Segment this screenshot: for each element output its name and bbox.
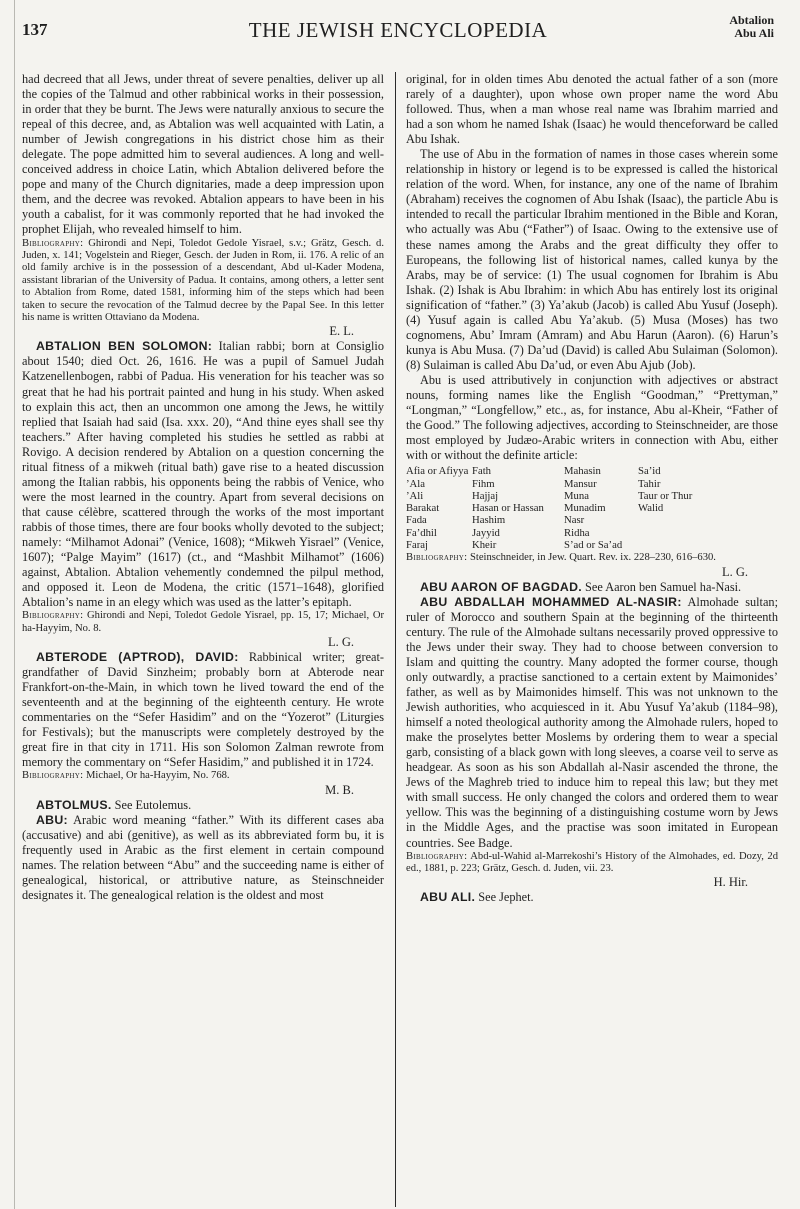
page-header	[22, 10, 774, 44]
entry-text: Almohade sultan; ruler of Morocco and southern Spain at the beginning of the thirteenth century. The rule of the Almohade sultans necessarily proved oppressive to the Jews under their sway. They had to choose between conversion to Islam and quitting the country. Many adopted the former course, though only outwardly, a practise sanctioned to a certain extent by Maimonides’ father, as well as by Maimonides himself. This was not unknown to the Jewish authorities, who acquiesced in it. Abu Yusuf Ya’akub (1184–98), himself a noted theological authority among the Almohade rulers, hoped to make the proselytes better Moslems by ordering them to wear a special garb, consisting of a black gown with long sleeves, a coarse veil to serve as headgear. As soon as his son Abdallah al-Nasir ascended the throne, the Jews of the Maghreb tried to induce him to repeal this law; but they met with small success. He only changed the colors and ordered them to wear yellow. This was the beginning of a distinguishing costume worn by Jews in the Middle Ages, and the practise was soon imitated in European countries. See Badge.	[406, 594, 778, 850]
bibliography-text: Steinschneider, in Jew. Quart. Rev. ix. 228–230, 616–630.	[467, 552, 716, 564]
article-abu	[22, 813, 384, 903]
bibliography-label: Bibliography:	[22, 610, 84, 622]
article-abtalion-ben-solomon	[22, 339, 384, 610]
page-edge-rule	[14, 0, 15, 1209]
adjective-cell: Kheir	[472, 539, 497, 551]
adjective-cell: Munadim	[564, 502, 606, 515]
entry-heading: ABU ABDALLAH MOHAMMED AL-NASIR:	[420, 594, 682, 609]
bibliography-label: Bibliography:	[22, 770, 84, 782]
bibliography-abu-abdallah	[406, 851, 778, 876]
adjective-cell: S’ad or Sa’ad	[564, 539, 623, 551]
entry-heading: ABU ALI.	[420, 890, 476, 905]
article-abu-continued: original, for in olden times Abu denoted the actual father of a son (more rarely of a daughter), upon whose own proper name the word Abu followed. Thus, when a man whose real name was Ibrahim married and had a son whom he named Ishak (Isaac) he would thenceforward be called Abu Ishak.	[406, 72, 778, 147]
bibliography-abu	[406, 552, 778, 564]
adjective-cell: Muna	[564, 489, 589, 502]
article-abu-ali	[406, 890, 778, 905]
cross-reference: See Aaron ben Samuel ha-Nasi.	[581, 579, 742, 594]
adjective-cell: Nasr	[564, 514, 585, 527]
entry-text: Arabic word meaning “father.” With its different cases aba (accusative) and abi (genitive), as well as its abbreviated form bu, it is frequently used in Arabic as the first element in certain compound names. The relation between “Abu” and the succeeding name is either of genealogical, historical, or attributive nature, as Steinschneider designates it. The genealogical relation is the oldest and most	[22, 812, 384, 903]
adjective-cell	[638, 539, 778, 551]
bibliography-text: Ghirondi and Nepi, Toledot Gedole Yisrael, pp. 15, 17; Michael, Or ha-Hayyim, No. 8.	[22, 610, 384, 634]
entry-heading: ABTERODE (APTROD), DAVID:	[36, 650, 239, 665]
author-signature: E. L.	[329, 324, 354, 339]
adjective-cell: Hashim	[472, 514, 506, 527]
author-signature: H. Hir.	[713, 875, 748, 890]
left-column	[22, 72, 384, 903]
article-abtalion-text: had decreed that all Jews, under threat of severe penalties, deliver up all the copies of the Talmud and other rabbinical works in their possession, in order that they be burnt. The Jews were naturally anxious to secure the repeal of this decree, and, as Abtalion was well acquainted with Latin, a number of Jewish congregations in his district chose him as their delegate. The pope admitted him to several audiences. A long and well-conceived address in choice Latin, which Abtalion delivered before the pope and many of the Church dignitaries, made a deep impression upon them, and the decree was revoked. Abtalion appears to have been in his youth a cabalist, for it was commonly reported that he had invoked the prophet Elijah, who revealed himself to him.	[22, 72, 384, 237]
article-abu-abdallah	[406, 595, 778, 851]
adjective-cell: Fada	[406, 514, 427, 527]
bibliography-label: Bibliography:	[406, 850, 468, 862]
article-abtolmus	[22, 798, 384, 813]
cross-reference: See Jephet.	[475, 890, 534, 905]
adjective-cell: Walid	[638, 502, 664, 515]
right-column	[406, 72, 778, 905]
cross-reference: See Eutolemus.	[111, 797, 192, 812]
adjective-cell: Sa’id	[638, 465, 661, 478]
article-abu-aaron	[406, 580, 778, 595]
adjective-cell: Tahir	[638, 477, 661, 490]
bibliography-abterode	[22, 770, 384, 782]
bibliography-abtalion-ben-solomon	[22, 610, 384, 635]
author-signature: L. G.	[327, 635, 354, 650]
adjective-cell: Jayyid	[472, 526, 500, 539]
author-signature: L. G.	[721, 564, 748, 579]
page-title: THE JEWISH ENCYCLOPEDIA	[248, 18, 548, 42]
adjective-cell: Fath	[472, 465, 492, 478]
bibliography-text: Michael, Or ha-Hayyim, No. 768.	[83, 770, 230, 782]
entry-heading: ABU:	[36, 812, 68, 827]
adjective-cell: Faraj	[406, 539, 428, 551]
entry-heading: ABTOLMUS.	[36, 797, 112, 812]
column-divider	[395, 72, 396, 1207]
article-abu-historical: The use of Abu in the formation of names in those cases wherein some relationship in history or legend is to be expressed is called the historical relation of the word. When, for instance, any one of the name of Ibrahim (Abraham) receives the cognomen of Abu Ishak (Isaac), the particle Abu is intended to recall the particular Ibrahim mentioned in the Bible and Koran, who actually was Abu (“Father”) of Isaac. Owing to the extensive use of these names among the Arabs and the great difficulty they offer to Europeans, the following list of historical names, called kunya by the Arabs, may be of service: (1) The usual cognomen for Ibrahim is Abu Ishak. (2) Ishak is Abu Ibrahim: in which Abu has entirely lost its original signification of “father.” (3) Ya’akub (Jacob) is called Abu Yusuf (Joseph). (4) Yusuf again is called Abu Ya’akub. (5) Musa (Moses) has two cognomens, Abu’ Imram (Amram) and Abu Harun (Aaron). (6) Harun’s kunya is Abu Musa. (7) Da’ud (David) is called Abu Sulaiman (Solomon). (8) Sulaiman is called Abu Da’ud, or even Abu Ajub (Job).	[406, 147, 778, 372]
adjective-cell	[638, 514, 778, 526]
entry-heading: ABU AARON OF BAGDAD.	[420, 579, 582, 594]
bibliography-label: Bibliography:	[22, 237, 84, 249]
page-number: 137	[22, 20, 48, 39]
entry-text: Rabbinical writer; great-grandfather of David Sinzheim; probably born at Abterode near Frankfort-on-the-Main, in which town he lived toward the end of the seventeenth and at the beginning of the eighteenth century. He wrote commentaries on the “Sefer Hasidim” and on the “Yozerot” (Liturgies for Festivals); but the manuscripts were completely destroyed by the great fire in that city in 1711. His son Solomon Zalman rewrote from memory the commentary on “Sefer Hasidim,” and published it in 1724.	[22, 650, 384, 770]
guide-word-top: Abtalion	[729, 13, 774, 27]
adjective-cell: ’Ali	[406, 489, 424, 502]
adjective-list	[406, 465, 778, 551]
bibliography-text: Abd-ul-Wahid al-Marrekoshi’s History of the Almohades, ed. Dozy, 2d ed., 1881, p. 223; Grätz, Gesch. d. Juden, vii. 23.	[406, 850, 778, 874]
guide-word-bottom: Abu Ali	[734, 26, 774, 40]
adjective-cell: Mansur	[564, 477, 597, 490]
article-abu-attributive: Abu is used attributively in conjunction with adjectives or abstract nouns, forming names like the English “Goodman,” “Prettyman,” “Longman,” “Longfellow,” etc., as, for instance, Abu al-Kheir, “Father of the Good.” The following adjectives, according to Steinschneider, are those most employed by Judæo-Arabic writers in connection with Abu, either with or without the definite article:	[406, 372, 778, 463]
adjective-cell: Mahasin	[564, 465, 601, 478]
entry-text: Italian rabbi; born at Consiglio about 1540; died Oct. 26, 1616. He was a pupil of Samuel Judah Katzenellenbogen, rabbi of Padua. His veneration for his teacher was so great that he had his portrait painted and hung in his study. When asked to explain this act, then an uncommon one among the Jews, he wittily replied that Isaiah had said (Isa. xxx. 20), “And thine eyes shall see thy teachers.” After having completed his studies he settled as rabbi at Rovigo. A decision rendered by Abtalion on a question concerning the ritual fitness of a mikweh (ritual bath) gave rise to a heated discussion among the Italian rabbis, his opponents being the rabbis of Venice, who were the most learned in the country. Apart from several decisions on that cause célèbre, scattered through the works of the most important rabbis of those times, there are four books wholly devoted to the subject; namely: “Milhamot Adonai” (Venice, 1608); “Mikweh Yisrael” (Venice, 1607); “Palge Mayim” (1617) (ct., and “Mashbit Milhamot” (1606) against, Abtalion. Abtalion vehemently condemned the pilpul method, and opposed it. Leon de Modena, the critic (1571–1648), glorified Abtalion’s name in an elegy which was used as the latter’s epitaph.	[22, 339, 384, 610]
adjective-cell: Taur or Thur	[638, 489, 693, 502]
adjective-cell: Afia or Afiyya	[406, 465, 469, 478]
entry-heading: ABTALION BEN SOLOMON:	[36, 339, 213, 354]
author-signature: M. B.	[325, 782, 354, 797]
adjective-cell: Fa’dhil	[406, 526, 437, 539]
adjective-cell: Fihm	[472, 477, 495, 490]
adjective-cell: Hasan or Hassan	[472, 502, 544, 515]
guide-words	[729, 14, 774, 40]
article-abterode	[22, 650, 384, 770]
bibliography-abtalion	[22, 238, 384, 325]
adjective-cell: Hajjaj	[472, 489, 499, 502]
bibliography-label: Bibliography:	[406, 552, 468, 564]
bibliography-text: Ghirondi and Nepi, Toledot Gedole Yisrael, s.v.; Grätz, Gesch. d. Juden, x. 141; Vogelstein and Rieger, Gesch. der Juden in Rom, ii. 176. A relic of an old family archive is in the possession of a descendant, Abd ul-Kader Modena, assistant librarian of the University of Padua. It contains, among others, a letter sent to Abtalion from Rome, dated 1581, informing him of the steps which had been taken to secure the revocation of the Talmud decree by the Papal See. In this letter his name is written Ottaviano da Modena.	[22, 237, 384, 323]
adjective-cell: ’Ala	[406, 477, 425, 490]
adjective-cell: Barakat	[406, 502, 440, 515]
adjective-cell	[638, 527, 778, 539]
adjective-cell: Ridha	[564, 526, 590, 539]
